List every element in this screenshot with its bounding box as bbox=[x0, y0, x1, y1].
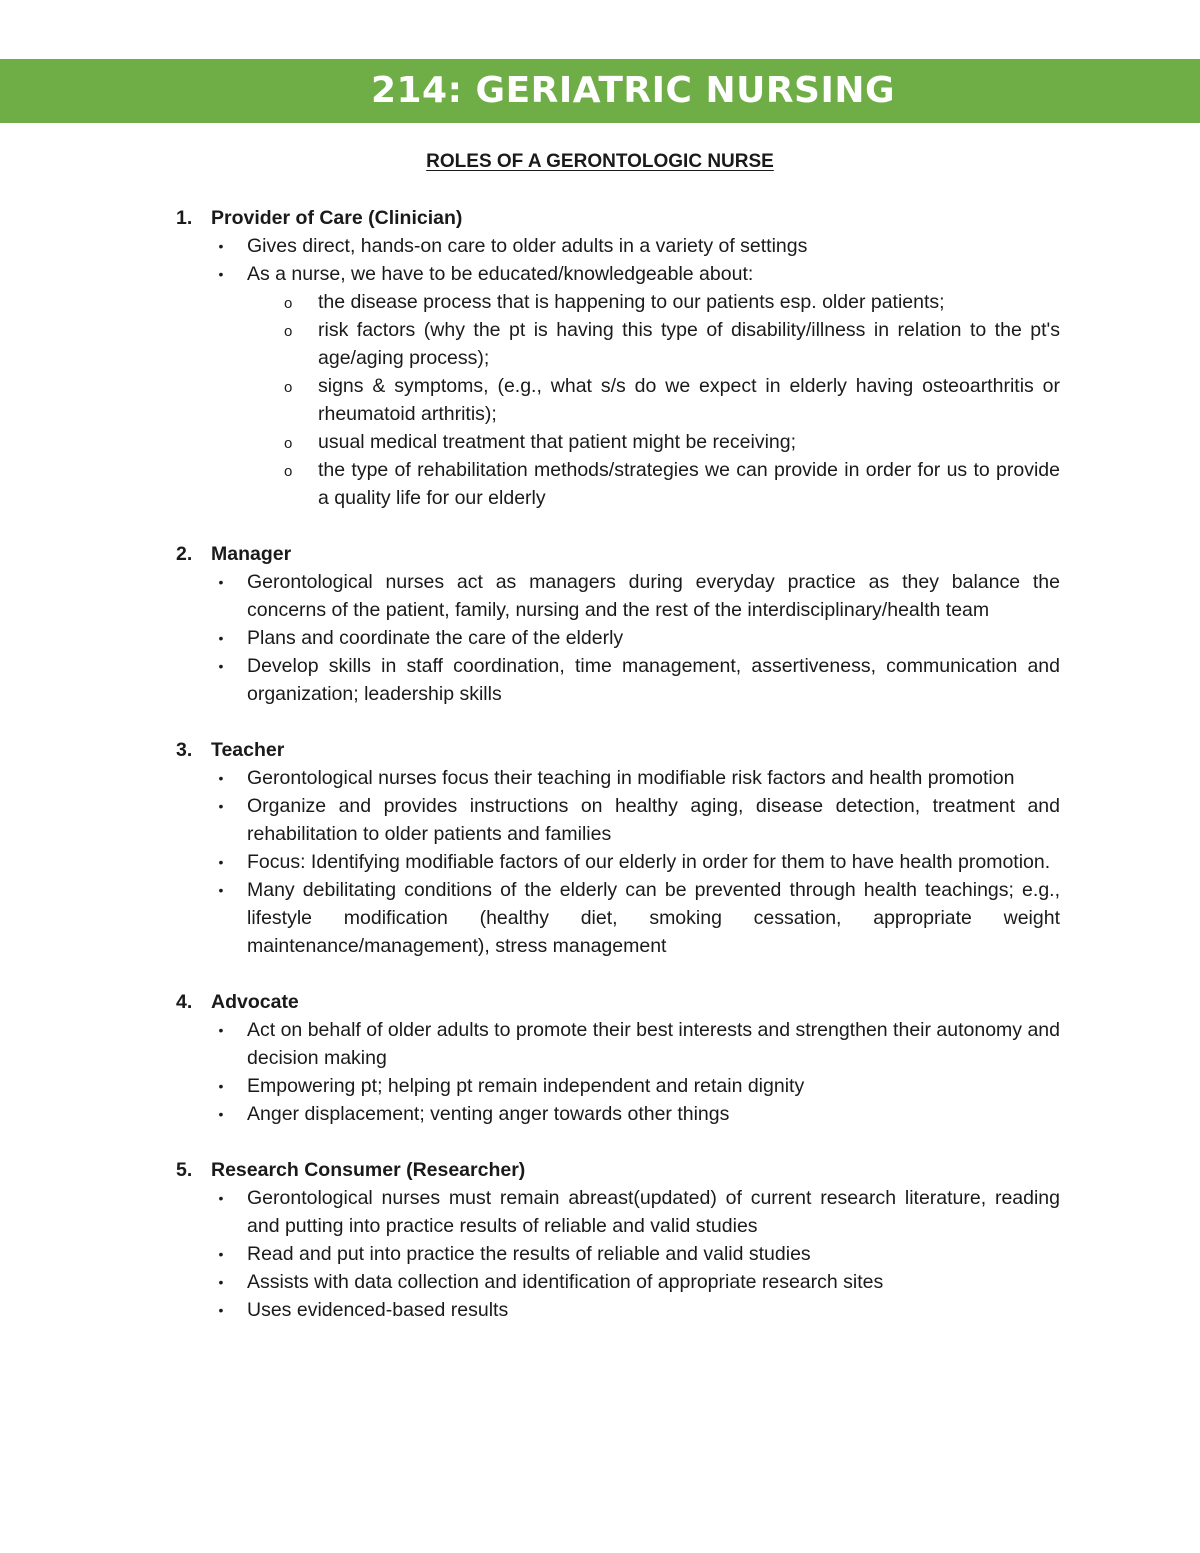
bullet-list bbox=[176, 1016, 1060, 1128]
bullet-icon: • bbox=[218, 266, 224, 282]
bullet-list bbox=[176, 568, 1060, 708]
bullet-icon: • bbox=[218, 1302, 224, 1318]
sub-bullet-list bbox=[247, 288, 1060, 512]
bullet-text: Focus: Identifying modifiable factors of our elderly in order for them to have health promotion. bbox=[247, 851, 1051, 873]
bullet-text: Many debilitating conditions of the elderly can be prevented through health teachings; e.g., lifestyle modification (healthy diet, smoking cessation, appropriate weight maintenance/management), stress management bbox=[247, 879, 1060, 957]
bullet-icon: • bbox=[218, 574, 224, 590]
bullet-icon: • bbox=[218, 1106, 224, 1122]
sub-list-item bbox=[176, 456, 1060, 512]
list-item bbox=[176, 1240, 1060, 1268]
sub-bullet-text: the disease process that is happening to our patients esp. older patients; bbox=[318, 291, 945, 313]
section-number: 4. bbox=[176, 991, 193, 1013]
list-item bbox=[176, 792, 1060, 848]
bullet-text: Gerontological nurses act as managers during everyday practice as they balance the concerns of the patient, family, nursing and the rest of the interdisciplinary/health team bbox=[247, 571, 1060, 621]
sub-bullet-text: signs & symptoms, (e.g., what s/s do we expect in elderly having osteoarthritis or rheumatoid arthritis); bbox=[318, 375, 1060, 425]
bullet-icon: • bbox=[218, 854, 224, 870]
bullet-list bbox=[176, 232, 1060, 512]
section-title: Teacher bbox=[211, 739, 285, 761]
bullet-icon: • bbox=[218, 798, 224, 814]
circle-bullet-icon: o bbox=[284, 323, 293, 340]
list-item bbox=[176, 1184, 1060, 1240]
bullet-icon: • bbox=[218, 770, 224, 786]
section-title: Research Consumer (Researcher) bbox=[211, 1159, 526, 1181]
roles-list bbox=[176, 204, 1060, 1352]
section-title: Provider of Care (Clinician) bbox=[211, 207, 463, 229]
section-heading bbox=[176, 1156, 1060, 1184]
bullet-text: Plans and coordinate the care of the elderly bbox=[247, 627, 624, 649]
list-item bbox=[176, 1268, 1060, 1296]
bullet-text: Uses evidenced-based results bbox=[247, 1299, 509, 1321]
list-item bbox=[176, 232, 1060, 260]
bullet-icon: • bbox=[218, 1022, 224, 1038]
bullet-icon: • bbox=[218, 882, 224, 898]
bullet-text: Read and put into practice the results of reliable and valid studies bbox=[247, 1243, 811, 1265]
bullet-text: Develop skills in staff coordination, time management, assertiveness, communication and organization; leadership skills bbox=[247, 655, 1060, 705]
list-item bbox=[176, 260, 1060, 512]
sub-bullet-text: usual medical treatment that patient might be receiving; bbox=[318, 431, 797, 453]
section-provider-of-care bbox=[176, 204, 1060, 512]
sub-bullet-text: the type of rehabilitation methods/strategies we can provide in order for us to provide a quality life for our elderly bbox=[318, 459, 1060, 509]
bullet-text: Gerontological nurses must remain abreast(updated) of current research literature, reading and putting into practice results of reliable and valid studies bbox=[247, 1187, 1060, 1237]
bullet-icon: • bbox=[218, 1190, 224, 1206]
sub-list-item bbox=[176, 288, 1060, 316]
list-item bbox=[176, 568, 1060, 624]
bullet-icon: • bbox=[218, 1246, 224, 1262]
section-heading bbox=[176, 540, 1060, 568]
section-manager bbox=[176, 540, 1060, 708]
document-title: ROLES OF A GERONTOLOGIC NURSE bbox=[426, 151, 774, 172]
bullet-text: Organize and provides instructions on healthy aging, disease detection, treatment and rehabilitation to older patients and families bbox=[247, 795, 1060, 845]
bullet-icon: • bbox=[218, 658, 224, 674]
bullet-text: Gives direct, hands-on care to older adults in a variety of settings bbox=[247, 235, 808, 257]
bullet-icon: • bbox=[218, 238, 224, 254]
list-item bbox=[176, 848, 1060, 876]
list-item bbox=[176, 1016, 1060, 1072]
sub-list-item bbox=[176, 428, 1060, 456]
list-item bbox=[176, 652, 1060, 708]
circle-bullet-icon: o bbox=[284, 463, 293, 480]
header-band bbox=[0, 59, 1200, 123]
circle-bullet-icon: o bbox=[284, 295, 293, 312]
bullet-text: As a nurse, we have to be educated/knowledgeable about: bbox=[247, 263, 754, 285]
bullet-text: Anger displacement; venting anger towards other things bbox=[247, 1103, 730, 1125]
section-heading bbox=[176, 988, 1060, 1016]
section-heading bbox=[176, 736, 1060, 764]
bullet-text: Assists with data collection and identification of appropriate research sites bbox=[247, 1271, 884, 1293]
bullet-list bbox=[176, 1184, 1060, 1324]
list-item bbox=[176, 1296, 1060, 1324]
bullet-icon: • bbox=[218, 1274, 224, 1290]
section-research-consumer bbox=[176, 1156, 1060, 1324]
sub-bullet-text: risk factors (why the pt is having this type of disability/illness in relation to the pt's age/aging process); bbox=[318, 319, 1060, 369]
header-title: 214: GERIATRIC NURSING bbox=[370, 70, 896, 111]
section-number: 1. bbox=[176, 207, 193, 229]
bullet-icon: • bbox=[218, 630, 224, 646]
section-teacher bbox=[176, 736, 1060, 960]
list-item bbox=[176, 764, 1060, 792]
circle-bullet-icon: o bbox=[284, 435, 293, 452]
section-title: Manager bbox=[211, 543, 292, 565]
sub-list-item bbox=[176, 372, 1060, 428]
section-advocate bbox=[176, 988, 1060, 1128]
list-item bbox=[176, 876, 1060, 960]
bullet-list bbox=[176, 764, 1060, 960]
section-number: 2. bbox=[176, 543, 193, 565]
list-item bbox=[176, 1072, 1060, 1100]
list-item bbox=[176, 1100, 1060, 1128]
section-title: Advocate bbox=[211, 991, 299, 1013]
section-number: 5. bbox=[176, 1159, 193, 1181]
bullet-text: Gerontological nurses focus their teaching in modifiable risk factors and health promotion bbox=[247, 767, 1015, 789]
list-item bbox=[176, 624, 1060, 652]
bullet-icon: • bbox=[218, 1078, 224, 1094]
section-heading bbox=[176, 204, 1060, 232]
sub-list-item bbox=[176, 316, 1060, 372]
circle-bullet-icon: o bbox=[284, 379, 293, 396]
section-number: 3. bbox=[176, 739, 193, 761]
bullet-text: Act on behalf of older adults to promote their best interests and strengthen their autonomy and decision making bbox=[247, 1019, 1060, 1069]
bullet-text: Empowering pt; helping pt remain independent and retain dignity bbox=[247, 1075, 805, 1097]
